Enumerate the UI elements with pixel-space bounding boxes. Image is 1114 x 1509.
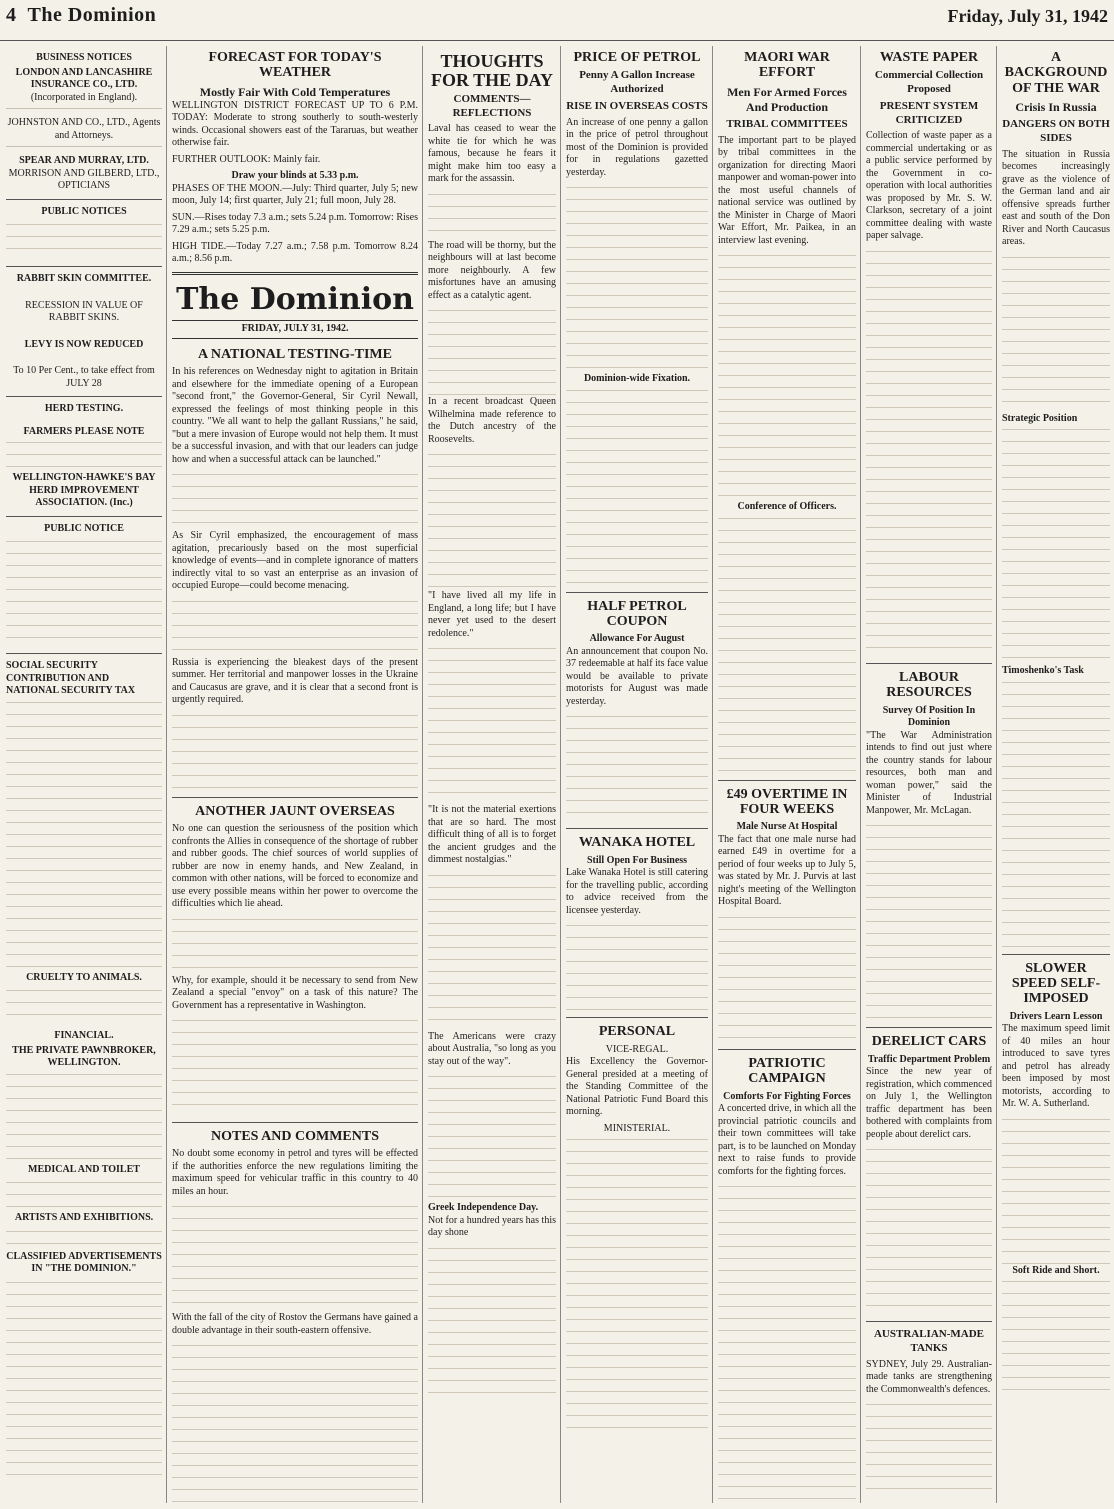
artists-header: ARTISTS AND EXHIBITIONS.	[14, 1212, 154, 1223]
petrol-subhead: Penny A Gallon Increase Authorized	[579, 69, 695, 96]
divider	[566, 828, 708, 829]
weather-headline: FORECAST FOR TODAY'S WEATHER	[208, 50, 382, 81]
labour-paragraph: "The War Administration intends to find out just where the country stands for labour resources, both man and woman power," said the Minister of Industrial Manpower, Mr. McLagan.	[866, 729, 992, 816]
thoughts-paragraph: Laval has ceased to wear the white tie for which he was famous, because he fears it might make him too easy a mark for the assassin.	[428, 123, 556, 185]
thoughts-headline: THOUGHTS FOR THE DAY	[430, 51, 554, 90]
text-block	[6, 1070, 162, 1160]
timoshenko-crosshead: Timoshenko's Task	[1002, 665, 1084, 677]
social-security-header: SOCIAL SECURITY CONTRIBUTION AND NATIONAL SECURITY TAX	[6, 660, 136, 696]
text-block	[566, 1135, 708, 1435]
notes-paragraph-2: With the fall of the city of Rostov the Germans have gained a double advantage in their south-eastern offensive.	[172, 1312, 418, 1336]
lead-paragraph-3: Russia is experiencing the bleakest days of the present summer. Her territorial and manpower losses in the Ukraine and Caucasus are grave, and it is clear that a second front is urgently required.	[172, 656, 418, 706]
column-rule	[166, 46, 167, 1503]
text-block	[566, 183, 708, 373]
text-block	[566, 712, 708, 822]
text-block	[866, 821, 992, 1021]
text-block	[566, 921, 708, 1011]
conference-crosshead: Conference of Officers.	[737, 501, 837, 513]
war-background-subhead: Crisis In Russia	[1015, 100, 1097, 115]
notice-insurance: LONDON AND LANCASHIRE INSURANCE CO., LTD.	[15, 66, 153, 90]
thoughts-paragraph: The road will be thorny, but the neighbours will at last become more neighbourly. A few misfortunes have an amusing effect as a catalytic agent.	[428, 239, 556, 301]
text-block	[428, 871, 556, 1031]
column-rule	[422, 46, 423, 1503]
patriotic-headline: PATRIOTIC CAMPAIGN	[748, 1055, 826, 1087]
waste-paper-subhead-2: PRESENT SYSTEM CRITICIZED	[879, 99, 979, 126]
wanaka-paragraph: Lake Wanaka Hotel is still catering for the travelling public, according to advice received from the licensee yesterday.	[566, 867, 708, 916]
text-block	[6, 1178, 162, 1208]
soft-ride-crosshead: Soft Ride and Short.	[1012, 1264, 1100, 1276]
divider	[566, 592, 708, 593]
divider	[866, 663, 992, 664]
lead-editorial-headline: A NATIONAL TESTING-TIME	[198, 346, 392, 362]
text-block	[172, 915, 418, 975]
text-block	[428, 1244, 556, 1394]
jaunt-paragraph-2: Why, for example, should it be necessary to send from New Zealand a special "envoy" on a task of this nature? The Government has a representative in Washington.	[172, 974, 418, 1011]
tanks-paragraph: SYDNEY, July 29. Australian-made tanks are strengthening the Commonwealth's defences.	[866, 1358, 992, 1395]
text-block	[718, 913, 856, 1043]
personal-headline: PERSONAL	[598, 1024, 676, 1040]
text-block	[6, 146, 162, 151]
maori-subhead: Men For Armed Forces And Production	[727, 84, 847, 114]
tanks-headline: AUSTRALIAN-MADE TANKS	[873, 1328, 984, 1354]
levy-line: LEVY IS NOW REDUCED	[24, 338, 144, 350]
rabbit-body: RECESSION IN VALUE OF RABBIT SKINS.	[25, 299, 143, 323]
divider	[566, 1017, 708, 1018]
tide-times: HIGH TIDE.—Today 7.27 a.m.; 7.58 p.m. Tomorrow 8.24 a.m.; 8.56 p.m.	[172, 240, 418, 265]
masthead	[0, 0, 1114, 41]
text-block	[428, 1072, 556, 1202]
divider	[866, 1321, 992, 1322]
column-maori	[718, 48, 856, 1503]
text-block	[6, 1278, 162, 1478]
waste-paper-headline: WASTE PAPER	[879, 50, 979, 65]
waste-paper-subhead: Commercial Collection Proposed	[874, 69, 984, 96]
divider	[172, 1122, 418, 1123]
notice-opticians: MORRISON AND GILBERD, LTD., OPTICIANS	[8, 167, 160, 191]
text-block	[1002, 1277, 1110, 1397]
text-block	[866, 1145, 992, 1315]
text-block	[566, 386, 708, 586]
thoughts-paragraph: "I have lived all my life in England, a long life; but I have never yet used to the desert redolence."	[428, 590, 556, 639]
text-block	[172, 1202, 418, 1312]
blinds-time: Draw your blinds at 5.33 p.m.	[231, 170, 359, 182]
financial-header: FINANCIAL.	[54, 1030, 114, 1041]
column-thoughts	[428, 48, 556, 1503]
thoughts-paragraph: In a recent broadcast Queen Wilhelmina made reference to the Dutch ancestry of the Roosevelts.	[428, 396, 556, 445]
notice-johnston: JOHNSTON AND CO., LTD., Agents and Attorneys.	[7, 117, 161, 141]
notice-insurance-sub: (Incorporated in England).	[30, 91, 138, 103]
patriotic-paragraph: A concerted drive, in which all the provincial patriotic councils and their town committees will take part, is to be launched on Monday next to raise funds to provide comforts for the fighting forces.	[718, 1103, 856, 1177]
text-block	[172, 597, 418, 657]
text-block	[6, 986, 162, 1026]
patriotic-subhead: Comforts For Fighting Forces	[723, 1090, 851, 1102]
coupon-paragraph: An announcement that coupon No. 37 redeemable at half its face value would be available to private motorists for August was made yesterday.	[566, 645, 708, 707]
notes-paragraph-1: No doubt some economy in petrol and tyres will be effected if the authorities enforce the new regulations limiting the maximum speed for vehicular traffic in this country to 40 miles an hour.	[172, 1148, 418, 1197]
text-block	[718, 251, 856, 501]
divider	[6, 199, 162, 200]
derelict-subhead: Traffic Department Problem	[867, 1053, 991, 1065]
text-block	[428, 306, 556, 396]
divider	[866, 1027, 992, 1028]
petrol-subhead-2: RISE IN OVERSEAS COSTS	[566, 99, 708, 112]
labour-subhead: Survey Of Position In Dominion	[882, 704, 976, 729]
jaunt-paragraph-1: No one can question the seriousness of the position which confronts the Allies in consequence of the shortage of rubber and rubber goods. The chief sources of world supplies of rubber are now in enemy hands, and New Zealand, in common with other nations, will be forced to economize and use every possible means within her power to overcome the difficulties which lie ahead.	[172, 823, 418, 910]
divider	[718, 1049, 856, 1050]
wanaka-subhead: Still Open For Business	[586, 854, 688, 866]
slower-speed-headline: SLOWER SPEED SELF-IMPOSED	[1011, 960, 1101, 1007]
personal-paragraph: His Excellency the Governor-General presided at a meeting of the Standing Committee of the National Patriotic Fund Board this morning.	[566, 1056, 708, 1118]
text-block	[718, 1182, 856, 1502]
rabbit-title: RABBIT SKIN COMMITTEE.	[16, 273, 152, 284]
herd-association: WELLINGTON-HAWKE'S BAY HERD IMPROVEMENT ASSOCIATION. (Inc.)	[12, 472, 156, 508]
overtime-subhead: Male Nurse At Hospital	[736, 821, 838, 833]
coupon-headline: HALF PETROL COUPON	[587, 598, 687, 630]
public-notice-header: PUBLIC NOTICE	[44, 522, 124, 534]
column-rule	[560, 46, 561, 1503]
divider	[6, 396, 162, 397]
pawnbroker-notice: THE PRIVATE PAWNBROKER, WELLINGTON.	[12, 1044, 156, 1068]
maori-subhead-2: TRIBAL COMMITTEES	[726, 117, 848, 130]
notes-headline: NOTES AND COMMENTS	[210, 1129, 380, 1145]
slower-speed-subhead: Drivers Learn Lesson	[1009, 1010, 1103, 1022]
dateline: FRIDAY, JULY 31, 1942.	[172, 320, 418, 339]
text-block	[172, 1341, 418, 1503]
war-background-paragraph: The situation in Russia becomes increasingly grave as the violence of the German land and air offensive spreads further east and south of the Don River and North Caucasus areas.	[1002, 148, 1110, 248]
page-number: 4	[6, 4, 17, 26]
column-waste-paper	[866, 48, 992, 1503]
text-block	[172, 1016, 418, 1116]
business-notices-header: BUSINESS NOTICES	[36, 52, 132, 63]
column-rule	[712, 46, 713, 1503]
moon-phases: PHASES OF THE MOON.—July: Third quarter, July 5; new moon, July 14; first quarter, July 21; full moon, July 28.	[172, 182, 418, 207]
maori-paragraph: The important part to be played by tribal committees in the organization for directing Maori manpower and woman-power into the most useful channels of national service was outlined by the Minister in Charge of Maori War Effort, Mr. Paikea, in an interview last evening.	[718, 134, 856, 246]
overtime-headline: £49 OVERTIME IN FOUR WEEKS	[726, 786, 848, 817]
text-block	[6, 108, 162, 113]
thoughts-paragraph: The Americans were crazy about Australia, "so long as you stay out of the way".	[428, 1030, 556, 1067]
thoughts-paragraph: "It is not the material exertions that are so hard. The most difficult thing of all is to forget the ancient grudges and the dimmest nostalgias."	[428, 804, 556, 866]
petrol-headline: PRICE OF PETROL	[573, 50, 701, 65]
text-block	[172, 470, 418, 530]
labour-headline: LABOUR RESOURCES	[886, 669, 972, 701]
text-block	[6, 1227, 162, 1247]
greek-heading: Greek Independence Day.	[428, 1202, 539, 1214]
strategic-crosshead: Strategic Position	[1002, 412, 1078, 424]
classified-header: CLASSIFIED ADVERTISEMENTS IN "THE DOMINION."	[6, 1250, 162, 1274]
text-block	[6, 438, 162, 472]
text-block	[1002, 1115, 1110, 1265]
text-block	[718, 514, 856, 774]
nameplate: The Dominion	[176, 281, 414, 317]
column-editorial	[172, 48, 418, 1503]
column-rule	[860, 46, 861, 1503]
lead-paragraph-2: As Sir Cyril emphasized, the encouragement of mass agitation, precariously based on the most superficial knowledge of events—and in complete ignorance of matters indirectly vital to so vast an enterprise as an invasion of occupied Europe—could become menacing.	[172, 530, 418, 592]
lead-paragraph-1: In his references on Wednesday night to agitation in Britain and elsewhere for the immediate opening of a European "second front," the Governor-General, Sir Cyril Newall, expressed the feelings of most thinking people in this country. "We all want to help the gallant Russians," he said, "but a mere invasion of Europe would not help them. It must be a successful invasion, and with that our leaders can judge how and when a successful attack can be launched."	[172, 366, 418, 465]
text-block	[6, 698, 162, 968]
medical-header: MEDICAL AND TOILET	[28, 1163, 140, 1175]
overtime-paragraph: The fact that one male nurse had earned £49 in overtime for a period of four weeks up to July 5, was stated by Mr. J. Purvis at last night's meeting of the Wellington Hospital Board.	[718, 833, 856, 908]
text-block	[172, 711, 418, 791]
text-block	[1002, 425, 1110, 665]
weather-forecast: WELLINGTON DISTRICT FORECAST UP TO 6 P.M. TODAY: Moderate to strong southerly to south-westerly winds. Occasional showers east of the Tararuas, but weather otherwise fair.	[172, 99, 418, 149]
text-block	[428, 644, 556, 804]
derelict-paragraph: Since the new year of registration, which commenced on July 1, the Wellington traffic department has been bothered with complaints from people about derelict cars.	[866, 1066, 992, 1140]
notice-spear-murray: SPEAR AND MURRAY, LTD.	[19, 155, 149, 166]
slower-speed-paragraph: The maximum speed limit of 40 miles an hour introduced to save tyres and petrol has already been imposed by most motorists, according to Mr. W. A. Sutherland.	[1002, 1023, 1110, 1110]
text-block	[428, 190, 556, 240]
public-notices-header: PUBLIC NOTICES	[41, 205, 127, 217]
text-block	[1002, 253, 1110, 413]
cruelty-header: CRUELTY TO ANIMALS.	[26, 971, 142, 983]
text-block	[866, 247, 992, 657]
weather-outlook: FURTHER OUTLOOK: Mainly fair.	[172, 153, 321, 165]
masthead-left	[6, 4, 156, 27]
war-background-headline: A BACKGROUND OF THE WAR	[1004, 50, 1108, 96]
petrol-paragraph: An increase of one penny a gallon in the price of petrol throughout most of the Dominion is provided for in regulations gazetted yesterday.	[566, 116, 708, 178]
thoughts-subhead: COMMENTS—REFLECTIONS	[452, 92, 532, 119]
column-petrol	[566, 48, 708, 1503]
divider	[718, 780, 856, 781]
jaunt-headline: ANOTHER JAUNT OVERSEAS	[195, 803, 395, 819]
text-block	[6, 537, 162, 647]
farmers-note: FARMERS PLEASE NOTE	[23, 425, 145, 437]
coupon-subhead: Allowance For August	[589, 633, 685, 645]
text-block	[428, 450, 556, 590]
divider	[6, 653, 162, 654]
war-background-subhead-2: DANGERS ON BOTH SIDES	[1002, 118, 1110, 144]
divider	[172, 797, 418, 798]
vice-regal-heading: VICE-REGAL.	[605, 1043, 669, 1055]
poem-line: Not for a hundred years has this day shone	[428, 1214, 556, 1239]
column-rule	[996, 46, 997, 1503]
divider	[6, 516, 162, 517]
waste-paper-paragraph: Collection of waste paper as a commercial undertaking or as a public service performed by the Government in co-operation with local authorities was proposed by Mr. S. W. Clarkson, secretary of a joint committee dealing with waste paper salvage.	[866, 130, 992, 242]
sun-times: SUN.—Rises today 7.3 a.m.; sets 5.24 p.m. Tomorrow: Rises 7.29 a.m.; sets 5.25 p.m.	[172, 211, 418, 236]
divider	[172, 272, 418, 275]
divider	[1002, 954, 1110, 955]
weather-subhead: Mostly Fair With Cold Temperatures	[199, 84, 391, 99]
levy-effect: To 10 Per Cent., to take effect from JULY 28	[13, 365, 155, 389]
text-block	[6, 220, 162, 260]
paper-name: The Dominion	[27, 4, 157, 26]
maori-headline: MAORI WAR EFFORT	[744, 50, 830, 81]
divider	[6, 266, 162, 267]
wanaka-headline: WANAKA HOTEL	[578, 835, 696, 851]
text-block	[866, 1400, 992, 1500]
derelict-headline: DERELICT CARS	[871, 1034, 987, 1050]
column-notices	[6, 48, 162, 1503]
ministerial-heading: MINISTERIAL.	[603, 1122, 671, 1134]
masthead-date: Friday, July 31, 1942	[947, 6, 1108, 26]
text-block	[1002, 678, 1110, 948]
petrol-crosshead: Dominion-wide Fixation.	[583, 373, 691, 385]
herd-testing: HERD TESTING.	[44, 403, 124, 414]
column-war-background	[1002, 48, 1110, 1503]
